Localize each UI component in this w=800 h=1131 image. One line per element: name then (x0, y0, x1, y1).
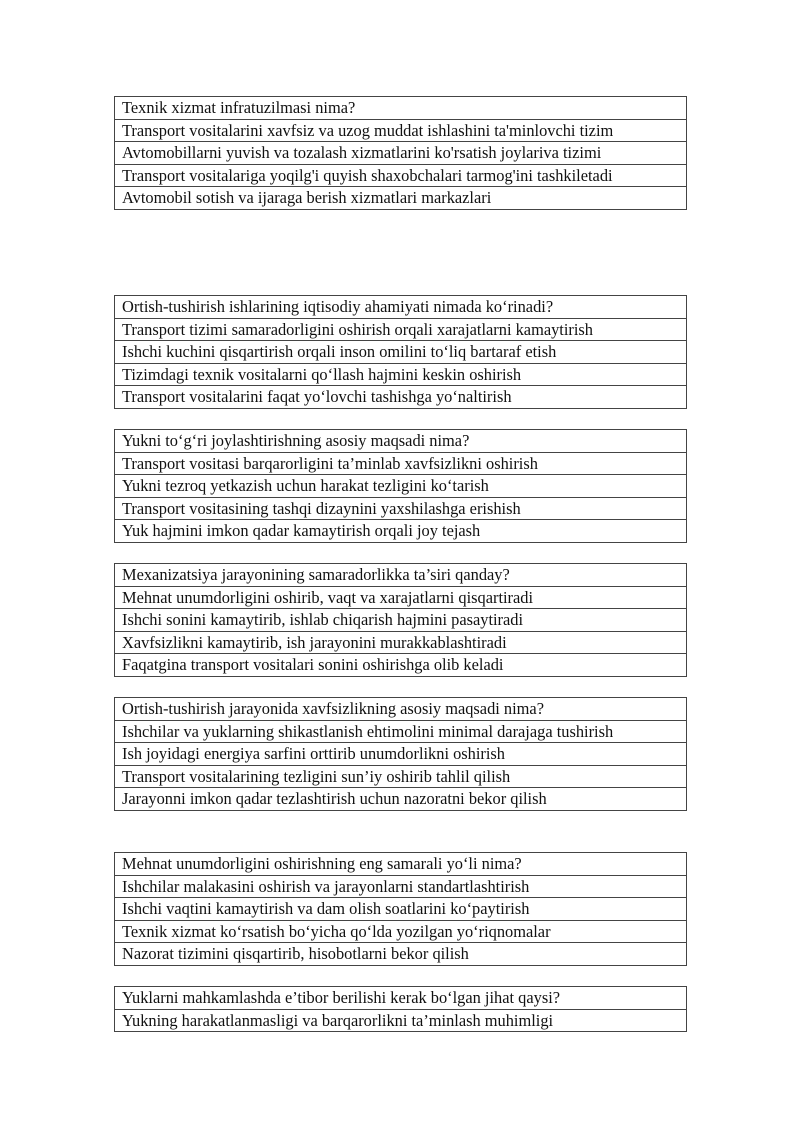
question-row (115, 698, 687, 721)
option-row (115, 875, 687, 898)
option-text: Yukning harakatlanmasligi va barqarorlikni ta’minlash muhimligi (115, 1009, 687, 1032)
option-row (115, 654, 687, 677)
option-row (115, 164, 687, 187)
question-table-6 (114, 852, 687, 966)
question-row (115, 430, 687, 453)
question-table-2 (114, 295, 687, 409)
question-text: Ortish-tushirish ishlarining iqtisodiy ahamiyati nimada ko‘rinadi? (115, 296, 687, 319)
option-row (115, 1009, 687, 1032)
option-text: Jarayonni imkon qadar tezlashtirish uchun nazoratni bekor qilish (115, 788, 687, 811)
option-row (115, 720, 687, 743)
option-row (115, 318, 687, 341)
question-row (115, 853, 687, 876)
option-row (115, 452, 687, 475)
question-table-1 (114, 96, 687, 210)
option-text: Transport vositalarining tezligini sun’iy oshirib tahlil qilish (115, 765, 687, 788)
option-text: Transport vositasi barqarorligini ta’minlab xavfsizlikni oshirish (115, 452, 687, 475)
option-text: Avtomobillarni yuvish va tozalash xizmatlarini ko'rsatish joylariva tizimi (115, 142, 687, 165)
question-table-7 (114, 986, 687, 1032)
option-row (115, 743, 687, 766)
question-table-5 (114, 697, 687, 811)
option-text: Transport vositalariga yoqilg'i quyish shaxobchalari tarmog'ini tashkiletadi (115, 164, 687, 187)
option-row (115, 142, 687, 165)
option-text: Transport tizimi samaradorligini oshirish orqali xarajatlarni kamaytirish (115, 318, 687, 341)
option-row (115, 341, 687, 364)
option-text: Tizimdagi texnik vositalarni qo‘llash hajmini keskin oshirish (115, 363, 687, 386)
option-row (115, 475, 687, 498)
option-row (115, 765, 687, 788)
option-text: Ishchilar va yuklarning shikastlanish ehtimolini minimal darajaga tushirish (115, 720, 687, 743)
option-text: Nazorat tizimini qisqartirib, hisobotlarni bekor qilish (115, 943, 687, 966)
option-text: Xavfsizlikni kamaytirib, ish jarayonini murakkablashtiradi (115, 631, 687, 654)
option-text: Yukni tezroq yetkazish uchun harakat tezligini ko‘tarish (115, 475, 687, 498)
question-row (115, 564, 687, 587)
option-text: Mehnat unumdorligini oshirib, vaqt va xarajatlarni qisqartiradi (115, 586, 687, 609)
option-row (115, 497, 687, 520)
option-text: Yuk hajmini imkon qadar kamaytirish orqali joy tejash (115, 520, 687, 543)
option-row (115, 943, 687, 966)
option-row (115, 920, 687, 943)
option-row (115, 898, 687, 921)
option-row (115, 187, 687, 210)
option-text: Ishchi vaqtini kamaytirish va dam olish soatlarini ko‘paytirish (115, 898, 687, 921)
question-row (115, 97, 687, 120)
option-row (115, 119, 687, 142)
option-row (115, 788, 687, 811)
option-row (115, 520, 687, 543)
option-text: Texnik xizmat ko‘rsatish bo‘yicha qo‘lda yozilgan yo‘riqnomalar (115, 920, 687, 943)
option-text: Transport vositalarini faqat yo‘lovchi tashishga yo‘naltirish (115, 386, 687, 409)
question-row (115, 296, 687, 319)
option-row (115, 609, 687, 632)
option-text: Avtomobil sotish va ijaraga berish xizmatlari markazlari (115, 187, 687, 210)
question-text: Yukni to‘g‘ri joylashtirishning asosiy maqsadi nima? (115, 430, 687, 453)
question-row (115, 987, 687, 1010)
option-text: Transport vositasining tashqi dizaynini yaxshilashga erishish (115, 497, 687, 520)
option-row (115, 586, 687, 609)
option-row (115, 631, 687, 654)
option-row (115, 386, 687, 409)
question-text: Ortish-tushirish jarayonida xavfsizlikning asosiy maqsadi nima? (115, 698, 687, 721)
question-text: Texnik xizmat infratuzilmasi nima? (115, 97, 687, 120)
question-table-4 (114, 563, 687, 677)
option-text: Ishchi sonini kamaytirib, ishlab chiqarish hajmini pasaytiradi (115, 609, 687, 632)
option-text: Ishchi kuchini qisqartirish orqali inson omilini to‘liq bartaraf etish (115, 341, 687, 364)
question-text: Mexanizatsiya jarayonining samaradorlikka ta’siri qanday? (115, 564, 687, 587)
option-text: Ish joyidagi energiya sarfini orttirib unumdorlikni oshirish (115, 743, 687, 766)
question-text: Mehnat unumdorligini oshirishning eng samarali yo‘li nima? (115, 853, 687, 876)
option-text: Ishchilar malakasini oshirish va jarayonlarni standartlashtirish (115, 875, 687, 898)
question-text: Yuklarni mahkamlashda e’tibor berilishi kerak bo‘lgan jihat qaysi? (115, 987, 687, 1010)
question-table-3 (114, 429, 687, 543)
option-text: Faqatgina transport vositalari sonini oshirishga olib keladi (115, 654, 687, 677)
option-row (115, 363, 687, 386)
option-text: Transport vositalarini xavfsiz va uzog muddat ishlashini ta'minlovchi tizim (115, 119, 687, 142)
